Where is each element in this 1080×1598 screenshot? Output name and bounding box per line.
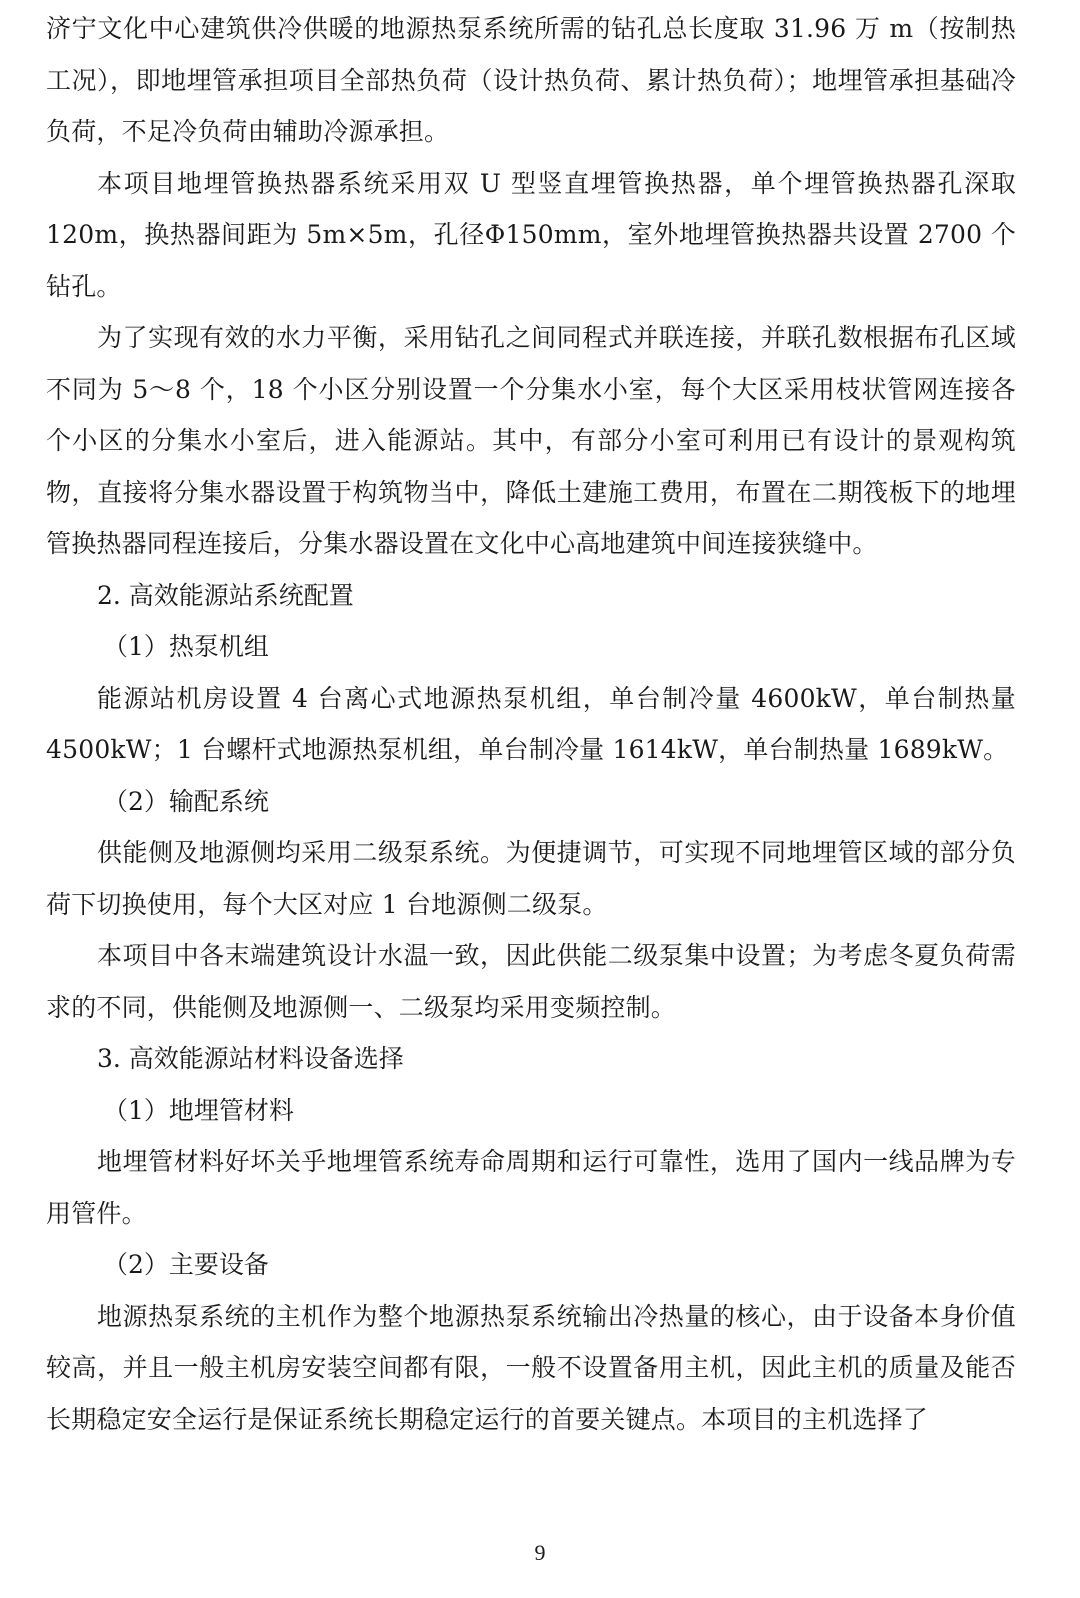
page-number: 9 xyxy=(534,1540,546,1565)
subheading-heat-pump-units: （1）热泵机组 xyxy=(103,632,269,661)
paragraph-buried-pipe-material: 地埋管材料好坏关乎地埋管系统寿命周期和运行可靠性，选用了国内一线品牌为专用管件。 xyxy=(46,1147,1016,1228)
paragraph-heat-exchanger: 本项目地埋管换热器系统采用双 U 型竖直埋管换热器，单个埋管换热器孔深取 120m，换热器间距为 5m×5m，孔径Φ150mm，室外地埋管换热器共设置 2700 个钻孔。 xyxy=(46,168,1016,301)
paragraph-secondary-pump: 供能侧及地源侧均采用二级泵系统。为便捷调节，可实现不同地埋管区域的部分负荷下切换使用，每个大区对应 1 台地源侧二级泵。 xyxy=(46,838,1016,919)
subheading-main-equipment: （2）主要设备 xyxy=(103,1250,269,1279)
paragraph-main-equipment: 地源热泵系统的主机作为整个地源热泵系统输出冷热量的核心，由于设备本身价值较高，并且一般主机房安装空间都有限，一般不设置备用主机，因此主机的质量及能否长期稳定安全运行是保证系统长期稳定运行的首要关键点。本项目的主机选择了 xyxy=(46,1301,1016,1434)
body-text xyxy=(46,3,1016,1445)
paragraph-hydraulic-balance: 为了实现有效的水力平衡，采用钻孔之间同程式并联连接，并联孔数根据布孔区域不同为 5～8 个，18 个小区分别设置一个分集水小室，每个大区采用枝状管网连接各个小区的分集水小室后，进入能源站。其中，有部分小室可利用已有设计的景观构筑物，直接将分集水器设置于构筑物当中，降低土建施工费用，布置在二期筏板下的地埋管换热器同程连接后，分集水器设置在文化中心高地建筑中间连接狭缝中。 xyxy=(46,323,1016,558)
section-heading-energy-station-config: 2. 高效能源站系统配置 xyxy=(97,580,354,610)
subheading-buried-pipe-material: （1）地埋管材料 xyxy=(103,1095,294,1125)
section-heading-material-selection: 3. 高效能源站材料设备选择 xyxy=(97,1044,404,1073)
subheading-distribution-system: （2）输配系统 xyxy=(103,786,269,816)
paragraph-variable-frequency: 本项目中各末端建筑设计水温一致，因此供能二级泵集中设置；为考虑冬夏负荷需求的不同，供能侧及地源侧一、二级泵均采用变频控制。 xyxy=(46,941,1016,1022)
paragraph-drilling-length: 济宁文化中心建筑供冷供暖的地源热泵系统所需的钻孔总长度取 31.96 万 m（按制热工况），即地埋管承担项目全部热负荷（设计热负荷、累计热负荷）；地埋管承担基础冷负荷，不足冷负荷由辅助冷源承担。 xyxy=(46,14,1016,146)
paragraph-heat-pump-units: 能源站机房设置 4 台离心式地源热泵机组，单台制冷量 4600kW，单台制热量 4500kW；1 台螺杆式地源热泵机组，单台制冷量 1614kW，单台制热量 1689kW。 xyxy=(46,683,1016,764)
